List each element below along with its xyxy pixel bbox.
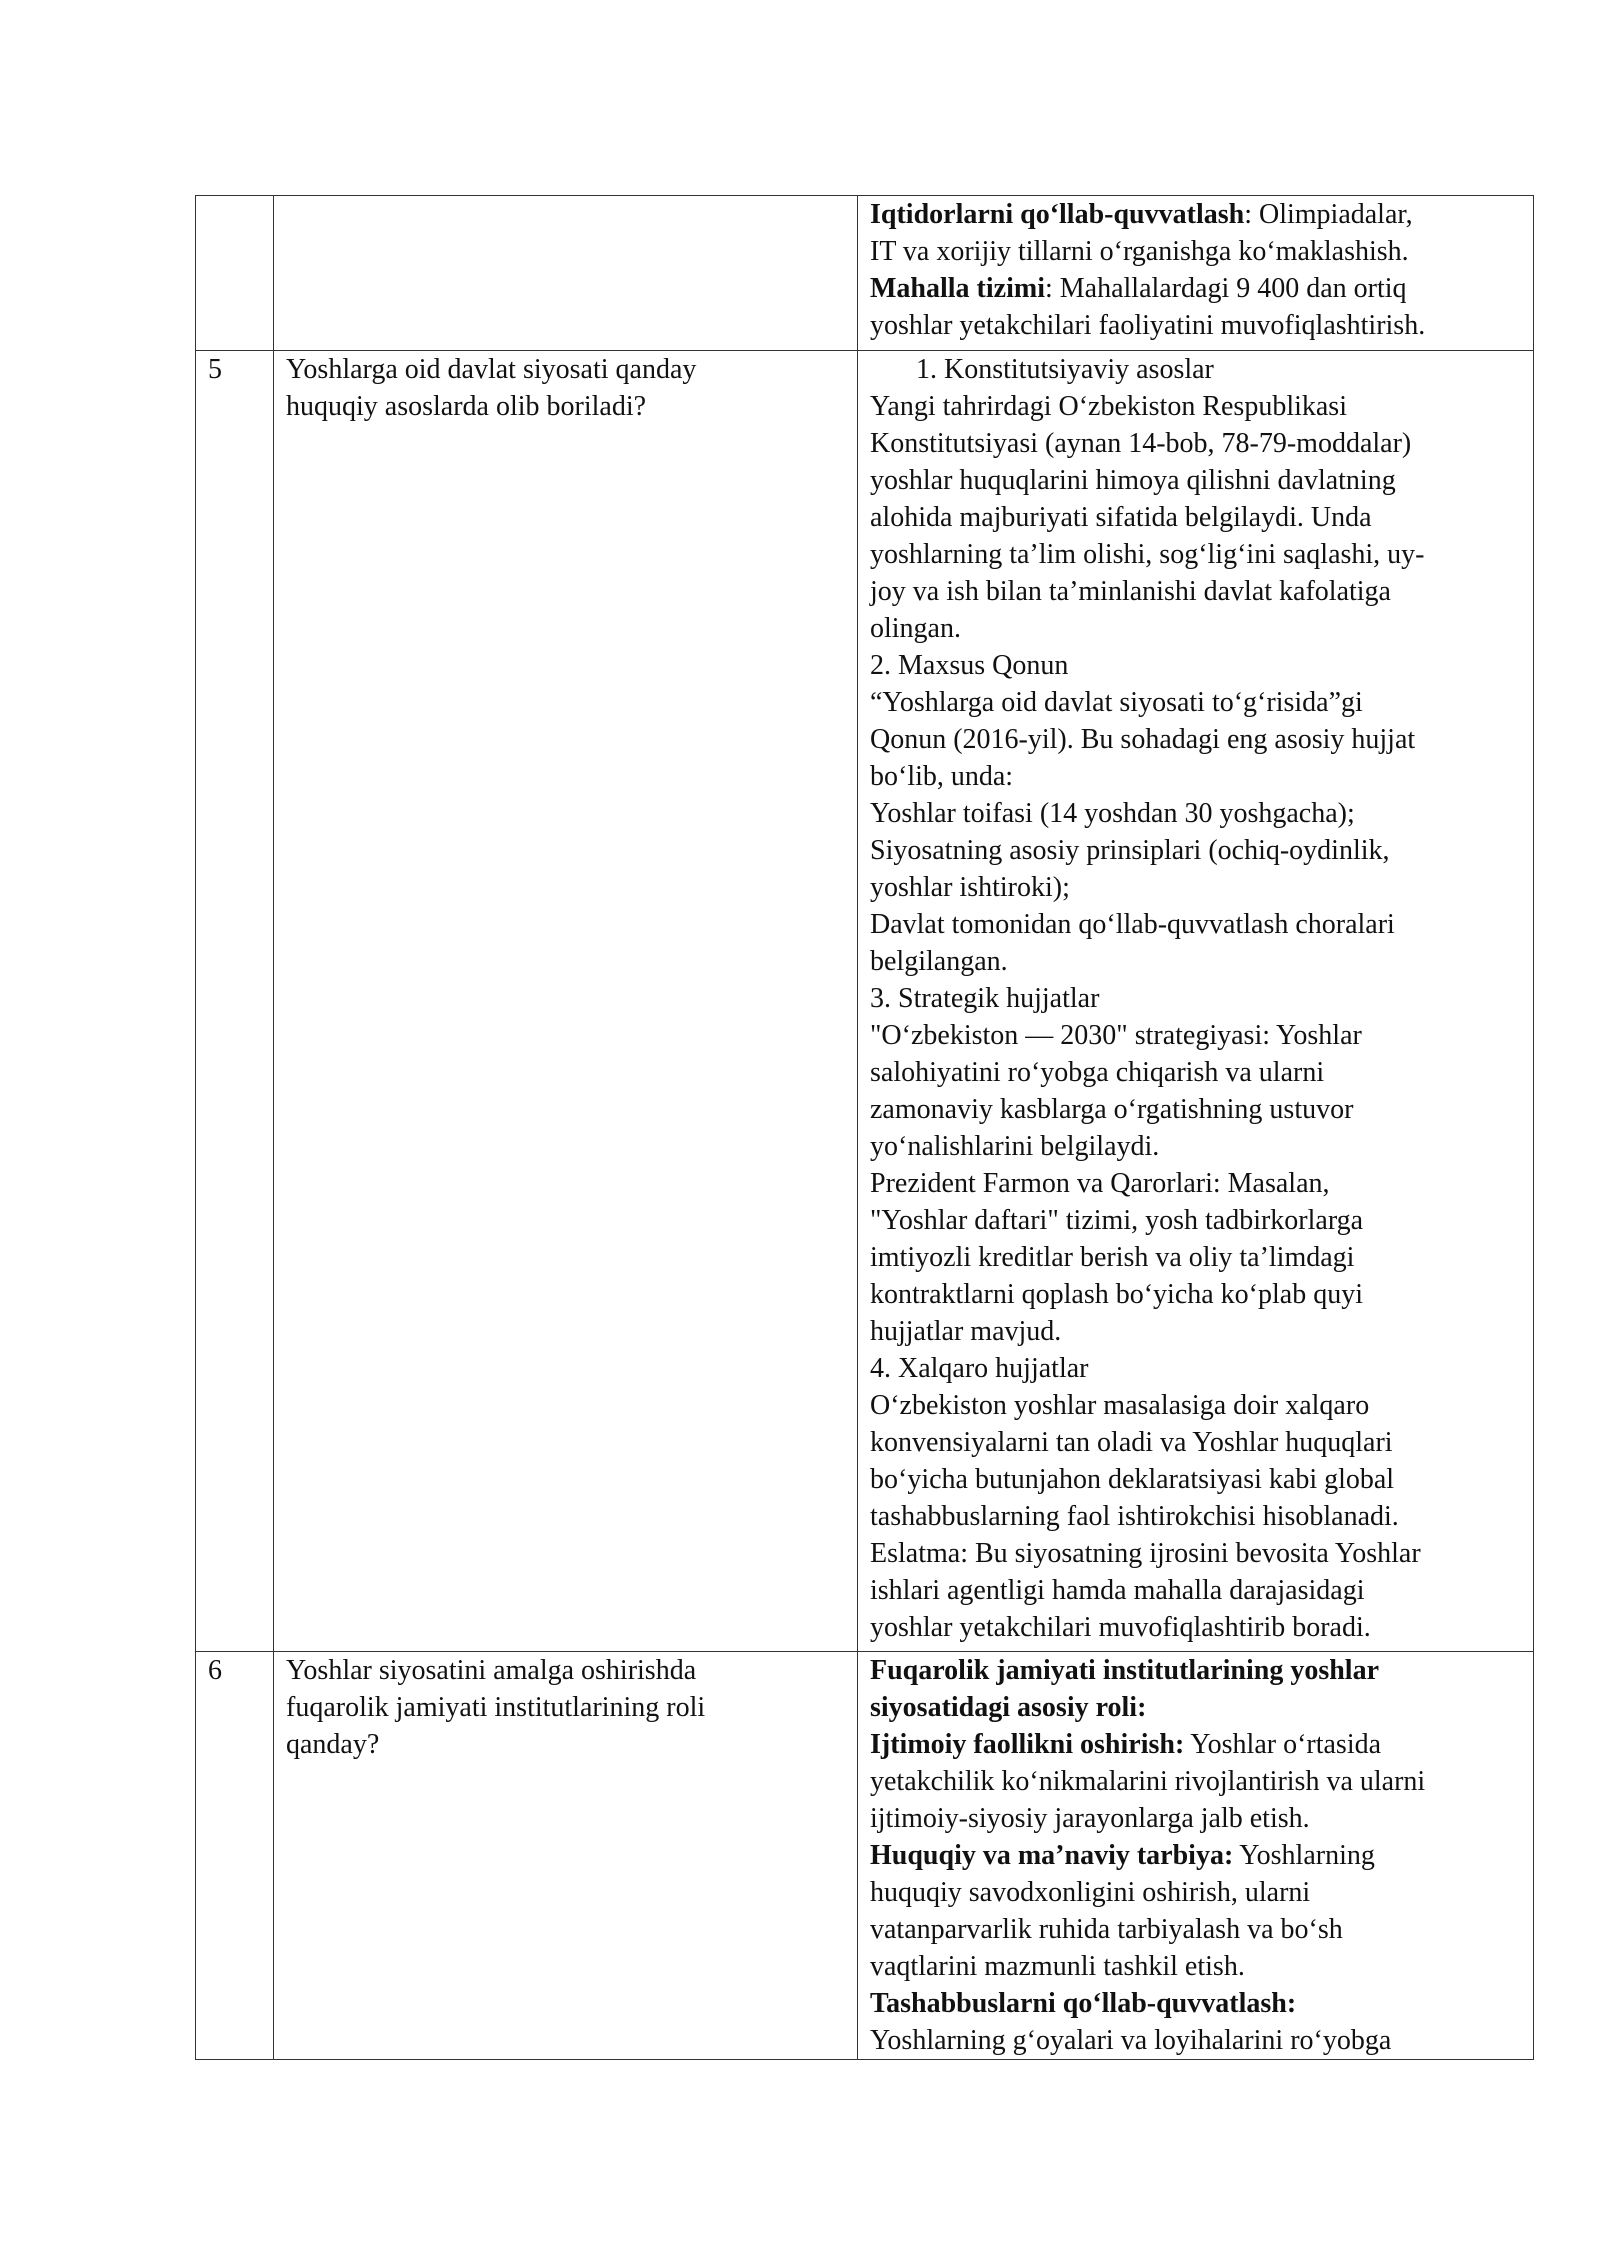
answer-line: Prezident Farmon va Qarorlari: Masalan, [870,1168,1330,1199]
answer-line: “Yoshlarga oid davlat siyosati to‘g‘risida”gi [870,687,1363,718]
answer-line: zamonaviy kasblarga o‘rgatishning ustuvor [870,1094,1354,1125]
answer-line: yoshlar huquqlarini himoya qilishni davlatning [870,465,1396,496]
answer-line: ishlari agentligi hamda mahalla darajasidagi [870,1575,1365,1606]
answer-line: Iqtidorlarni qo‘llab-quvvatlash: Olimpiadalar, [870,199,1413,230]
row-number-cell: 6 [196,1652,274,2060]
answer-line: O‘zbekiston yoshlar masalasiga doir xalqaro [870,1390,1370,1421]
answer-line: joy va ish bilan ta’minlanishi davlat kafolatiga [870,576,1391,607]
answer-line: Yangi tahrirdagi O‘zbekiston Respublikasi [870,391,1347,422]
answer-line: salohiyatini ro‘yobga chiqarish va ularni [870,1057,1325,1088]
answer-line: yoshlar yetakchilari muvofiqlashtirib boradi. [870,1612,1371,1643]
question-line: Yoshlar siyosatini amalga oshirishda [286,1655,697,1686]
qa-table [195,195,1534,2060]
answer-line: "O‘zbekiston — 2030" strategiyasi: Yoshlar [870,1020,1362,1051]
answer-line: ijtimoiy-siyosiy jarayonlarga jalb etish. [870,1803,1310,1834]
answer-line: 4. Xalqaro hujjatlar [870,1353,1089,1384]
row-number-cell [196,196,274,351]
question-line: qanday? [286,1729,380,1760]
answer-line: kontraktlarni qoplash bo‘yicha ko‘plab quyi [870,1279,1363,1310]
answer-line: huquqiy savodxonligini oshirish, ularni [870,1877,1311,1908]
answer-line: siyosatidagi asosiy roli: [870,1692,1147,1723]
answer-line: Fuqarolik jamiyati institutlarining yoshlar [870,1655,1379,1686]
answer-cell [858,196,1534,351]
answer-line: yo‘nalishlarini belgilaydi. [870,1131,1160,1162]
table-row [196,351,1534,1652]
answer-line: Tashabbuslarni qo‘llab-quvvatlash: [870,1988,1297,2019]
question-cell [274,196,858,351]
answer-line: yoshlar yetakchilari faoliyatini muvofiqlashtirish. [870,310,1426,341]
answer-line: Huquqiy va ma’naviy tarbiya: Yoshlarning [870,1840,1375,1871]
answer-line: IT va xorijiy tillarni o‘rganishga ko‘maklashish. [870,236,1409,267]
answer-line: vaqtlarini mazmunli tashkil etish. [870,1951,1245,1982]
answer-line: yoshlar ishtiroki); [870,872,1070,903]
answer-line: Eslatma: Bu siyosatning ijrosini bevosita Yoshlar [870,1538,1421,1569]
answer-line: 2. Maxsus Qonun [870,650,1069,681]
answer-line: Davlat tomonidan qo‘llab-quvvatlash choralari [870,909,1395,940]
answer-line: yoshlarning ta’lim olishi, sog‘lig‘ini saqlashi, uy- [870,539,1425,570]
answer-line: Mahalla tizimi: Mahallalardagi 9 400 dan ortiq [870,273,1407,304]
answer-line: belgilangan. [870,946,1008,977]
answer-line: bo‘yicha butunjahon deklaratsiyasi kabi global [870,1464,1395,1495]
question-cell [274,1652,858,2060]
row-number-cell: 5 [196,351,274,1652]
answer-line: alohida majburiyati sifatida belgilaydi. Unda [870,502,1372,533]
answer-line: Siyosatning asosiy prinsiplari (ochiq-oydinlik, [870,835,1390,866]
answer-line: Konstitutsiyasi (aynan 14-bob, 78-79-moddalar) [870,428,1412,459]
answer-line: Qonun (2016-yil). Bu sohadagi eng asosiy hujjat [870,724,1416,755]
answer-line: bo‘lib, unda: [870,761,1014,792]
answer-line: tashabbuslarning faol ishtirokchisi hisoblanadi. [870,1501,1399,1532]
answer-line: konvensiyalarni tan oladi va Yoshlar huquqlari [870,1427,1393,1458]
answer-line: imtiyozli kreditlar berish va oliy ta’limdagi [870,1242,1355,1273]
question-line: Yoshlarga oid davlat siyosati qanday [286,354,697,385]
question-line: huquqiy asoslarda olib boriladi? [286,391,647,422]
answer-line: Ijtimoiy faollikni oshirish: Yoshlar o‘rtasida [870,1729,1382,1760]
question-cell [274,351,858,1652]
question-line: fuqarolik jamiyati institutlarining roli [286,1692,706,1723]
answer-line: olingan. [870,613,961,644]
answer-line: "Yoshlar daftari" tizimi, yosh tadbirkorlarga [870,1205,1364,1236]
answer-line: Yoshlar toifasi (14 yoshdan 30 yoshgacha); [870,798,1355,829]
answer-cell [858,351,1534,1652]
answer-line: vatanparvarlik ruhida tarbiyalash va bo‘sh [870,1914,1343,1945]
answer-line: 3. Strategik hujjatlar [870,983,1100,1014]
answer-line: 1. Konstitutsiyaviy asoslar [916,354,1214,385]
answer-line: yetakchilik ko‘nikmalarini rivojlantirish va ularni [870,1766,1426,1797]
answer-cell [858,1652,1534,2060]
answer-line: hujjatlar mavjud. [870,1316,1062,1347]
table-row [196,196,1534,351]
table-row [196,1652,1534,2060]
answer-line: Yoshlarning g‘oyalari va loyihalarini ro‘yobga [870,2025,1392,2056]
